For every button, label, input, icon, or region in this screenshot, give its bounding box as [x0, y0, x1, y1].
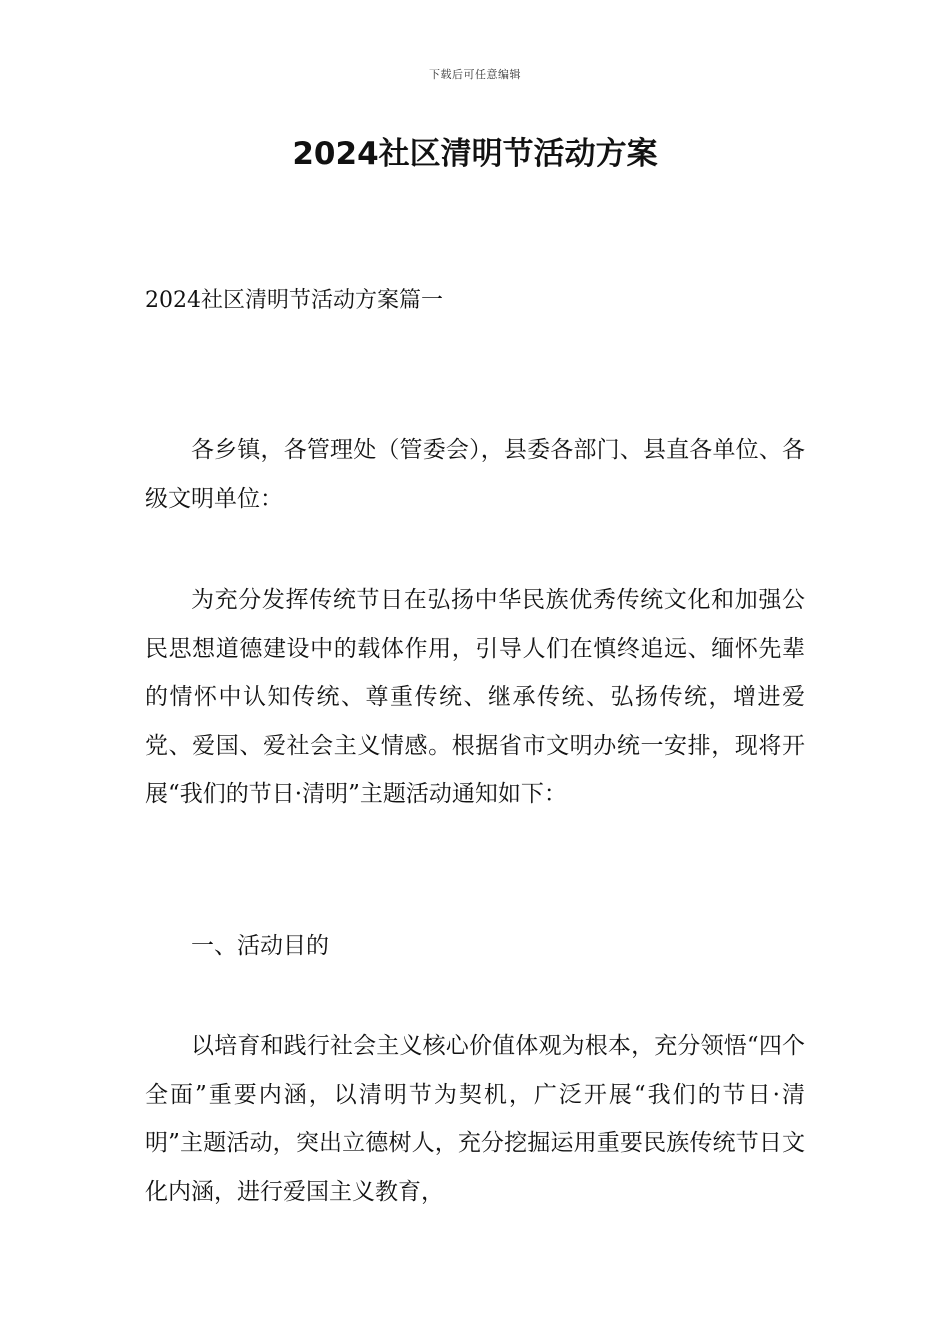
header-note: 下载后可任意编辑 — [429, 68, 521, 81]
document-title: 2024社区清明节活动方案 — [292, 136, 658, 172]
purpose-paragraph: 以培育和践行社会主义核心价值体观为根本，充分领悟“四个全面”重要内涵，以清明节为契机，广泛开展“我们的节日·清明”主题活动，突出立德树人，充分挖掘运用重要民族传统节日文化内涵，进行爱国主义教育， — [145, 1033, 805, 1205]
section-title: 2024社区清明节活动方案篇一 — [145, 288, 443, 313]
salutation-paragraph: 各乡镇，各管理处（管委会），县委各部门、县直各单位、各级文明单位： — [145, 437, 805, 512]
heading-activity-purpose: 一、活动目的 — [191, 933, 329, 959]
intro-paragraph: 为充分发挥传统节日在弘扬中华民族优秀传统文化和加强公民思想道德建设中的载体作用，引导人们在慎终追远、缅怀先辈的情怀中认知传统、尊重传统、继承传统、弘扬传统，增进爱党、爱国、爱社会主义情感。根据省市文明办统一安排，现将开展“我们的节日·清明”主题活动通知如下： — [145, 587, 805, 808]
